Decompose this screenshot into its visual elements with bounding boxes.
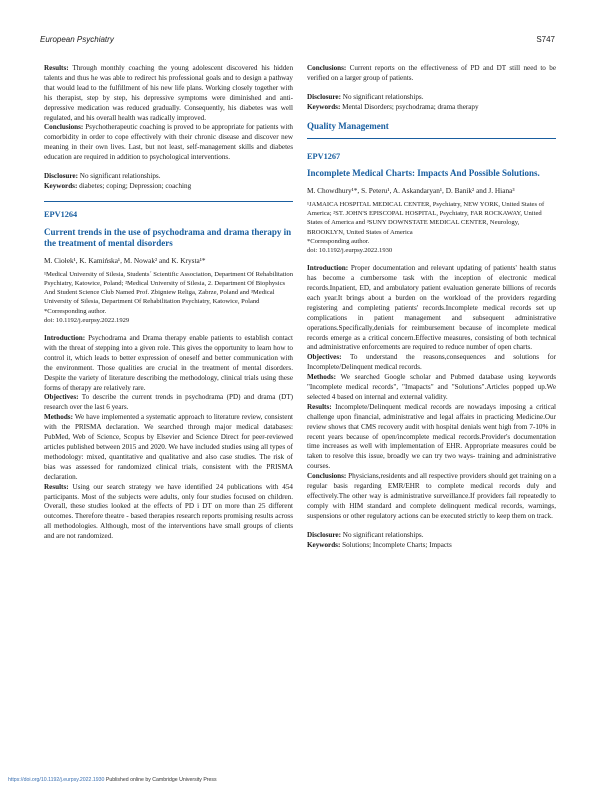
affiliation: ¹Medical University of Silesia, Students´ Scientific Association, Department Of Rehabilitation Psychiatry, Katowice, Poland; ²Medical University of Silesia, 2. Department Of Biophysics And Student Science Club Named Prof. Zbigniew Religa, Zabrze, Poland and ³Medical University of Silesia, Department Of Rehabilitation Psychiatry, Katowice, Poland <box>44 270 294 306</box>
abstract-code: EPV1264 <box>44 209 78 219</box>
prev-conclusions <box>307 64 556 84</box>
text: Physicians,residents and all respective providers should get training on a regular basis regarding EMR/EHR to complete medical records duly and effectively.The other way is administrative surveillance.If providers fail repeatedly to comply with HIM standard and complete delinquent medical records, warnings, suspensions or other regulatory actions can be executed strictly to keep them on track. <box>307 472 556 520</box>
affiliation: ¹JAMAICA HOSPITAL MEDICAL CENTER, Psychiatry, NEW YORK, United States of America; ²ST. JOHN'S EPISCOPAL HOSPITAL, Psychiatry, FAR ROCKAWAY, United States of America and ³SUNY DOWNSTATE MEDICAL CENTER, Neurology, BROOKLYN, United States of America <box>307 200 545 236</box>
objectives <box>44 393 293 413</box>
prev-disclosure <box>44 172 293 182</box>
page-number: S747 <box>536 35 555 44</box>
text: Solutions; Incomplete Charts; Impacts <box>342 540 452 549</box>
text: No significant relationships. <box>342 92 424 101</box>
abstract-code: EPV1267 <box>307 151 341 161</box>
prev-conclusions <box>44 123 293 163</box>
text: Proper documentation and relevant updating of patients' health status has become a cumbersome task with the inception of electronic medical records.Inpatient, ED, and ambulatory patient evaluation generate billions of records each year.It brings about a burden on the workload of the providers regarding registering and completing patients' records.Incomplete medical records set up complications in patient management and subsequent administrative operations.Specifically,denials for reimbursement because of incomplete medical records emerge as a critical concern.Effective measures, consisting of both technical and administrative enforcements are required to reduce number of open charts. <box>307 264 556 352</box>
label: Disclosure: <box>44 172 78 181</box>
section-heading: Quality Management <box>307 120 389 131</box>
journal-name: European Psychiatry <box>40 35 114 44</box>
authors: M. Chowdhury¹*, S. Peteru¹, A. Askandaryan¹, D. Banik² and J. Hiana³ <box>307 185 515 195</box>
introduction <box>44 334 293 393</box>
text: Mental Disorders; psychodrama; drama therapy <box>342 102 479 111</box>
label: Methods: <box>44 413 73 422</box>
label: Introduction: <box>44 334 86 342</box>
right-column <box>307 64 556 551</box>
authors: M. Ciołek¹, K. Kamińska¹, M. Nowak² and K. Krysta¹* <box>44 255 206 265</box>
label: Results: <box>307 402 332 411</box>
introduction <box>307 264 556 353</box>
label: Objectives: <box>44 393 79 402</box>
label: Keywords: <box>307 540 341 549</box>
abstract-title: Incomplete Medical Charts: Impacts And Possible Solutions. <box>307 168 540 179</box>
prev-results <box>44 64 293 123</box>
prev-keywords <box>44 182 293 192</box>
prev-keywords <box>307 103 556 113</box>
doi[interactable]: doi: 10.1192/j.eurpsy.2022.1930 <box>307 246 393 254</box>
objectives <box>307 353 556 373</box>
conclusions <box>307 472 556 522</box>
text: Psychotherapeutic coaching is proved to be appropriate for patients with comorbidity in order to cope effectively with their chronic disease and discover new meaning in their own lives. Last, but not least, self-management skills and diabetes education are required in addition to psychological interventions. <box>44 123 293 162</box>
text: We have implemented a systematic approach to literature review, consistent with the PRISMA declaration. We searched through major medical databases: PubMed, Web of Science, Scopus by Elsevier and Science Direct for peer-reviewed articles published between 2015 and 2020. We have included studies using all types of methodology: mixed, quantitative and qualitative and also case studies. The risk of bias was assessed for randomized clinical trials, consistent with the PRISMA declaration. <box>44 413 293 481</box>
footer-text: Published online by Cambridge University Press <box>104 777 217 783</box>
divider <box>44 201 293 202</box>
text: diabetes; coping; Depression; coaching <box>79 181 192 190</box>
label: Disclosure: <box>307 92 341 101</box>
label: Results: <box>44 482 69 491</box>
keywords <box>307 541 556 551</box>
label: Objectives: <box>307 353 342 362</box>
footer-doi-link[interactable]: https://doi.org/10.1192/j.eurpsy.2022.1930 <box>8 777 105 783</box>
footer <box>8 777 217 783</box>
text: Psychodrama and Drama therapy enable patients to establish contact with the threat of stepping into a given role. This gives the opportunity to learn how to control it, which leads to better expression of oneself and better communication with the environment. Those qualities are crucial in the treatment of mental disorders. Despite the variety of literature describing the methodology, clinical trials using these forms of therapy are relatively rare. <box>44 334 293 392</box>
methods <box>44 413 293 482</box>
text: We searched Google scholar and Pubmed database using keywords "Incomplete medical records", "Imapacts" and "Solutions".Articles popped up.We selected 4 based on internal and external validity. <box>307 373 557 401</box>
abstract-title: Current trends in the use of psychodrama and drama therapy in the treatment of mental disorders <box>44 226 292 249</box>
section-rule <box>307 138 556 139</box>
corresponding-note: *Corresponding author. <box>44 307 107 315</box>
text: To describe the current trends in psychodrama (PD) and drama (DT) research over the last 6 years. <box>44 393 294 412</box>
doi[interactable]: doi: 10.1192/j.eurpsy.2022.1929 <box>44 316 130 324</box>
text: Using our search strategy we have identified 24 publications with 454 participants. Most of the subjects were adults, only four studies focused on children. Overall, these studies looked at the effects of PD i DT on more than 25 different outcomes. Therefore theatre - based therapies research reports promising results across all methodologies. Although, most of the interventions have small groups of clients and are not randomized. <box>44 482 293 541</box>
results <box>307 403 556 472</box>
label: Disclosure: <box>307 530 341 539</box>
left-column <box>44 64 293 542</box>
label: Results: <box>44 64 69 72</box>
label: Conclusions: <box>307 472 347 481</box>
label: Keywords: <box>44 181 78 190</box>
label: Conclusions: <box>307 64 347 72</box>
text: Current reports on the effectiveness of PD and DT still need to be verified on a larger group of patients. <box>307 64 556 82</box>
text: Incomplete/Delinquent medical records are nowadays imposing a critical challenge upon financial, administrative and legal affairs in practicing Medicine.Our review shows that CMS recovery audit with hospital denials went high from 7-10% in recent years because of open/incomplete medical records.Provider's documentation time increases as well with implementation of EHR. Appropriate measures could be taken to resolve this issue, broadly we can try two ways- training and administrative courses. <box>307 402 556 471</box>
text: No significant relationships. <box>342 530 424 539</box>
corresponding-note: *Corresponding author. <box>307 237 370 245</box>
label: Keywords: <box>307 102 341 111</box>
text: To understand the reasons,consequences and solutions for Incomplete/Delinquent medical records. <box>307 353 556 372</box>
disclosure <box>307 531 556 541</box>
label: Methods: <box>307 373 336 382</box>
results <box>44 483 293 542</box>
label: Introduction: <box>307 264 349 273</box>
label: Conclusions: <box>44 123 84 132</box>
methods <box>307 373 556 403</box>
prev-disclosure <box>307 93 556 103</box>
text: Through monthly coaching the young adolescent discovered his hidden talents and thus he was able to redirect his professional goals and to design a pathway that would lead to the fulfillment of his new life plans. Working closely together with his therapist, step by step, his depressive symptoms were diminished and anti-depressive medication was reduced gradually. Consequently, his diabetes was well regulated, and his overall health was radically improved. <box>44 64 294 122</box>
text: No significant relationships. <box>79 172 161 181</box>
